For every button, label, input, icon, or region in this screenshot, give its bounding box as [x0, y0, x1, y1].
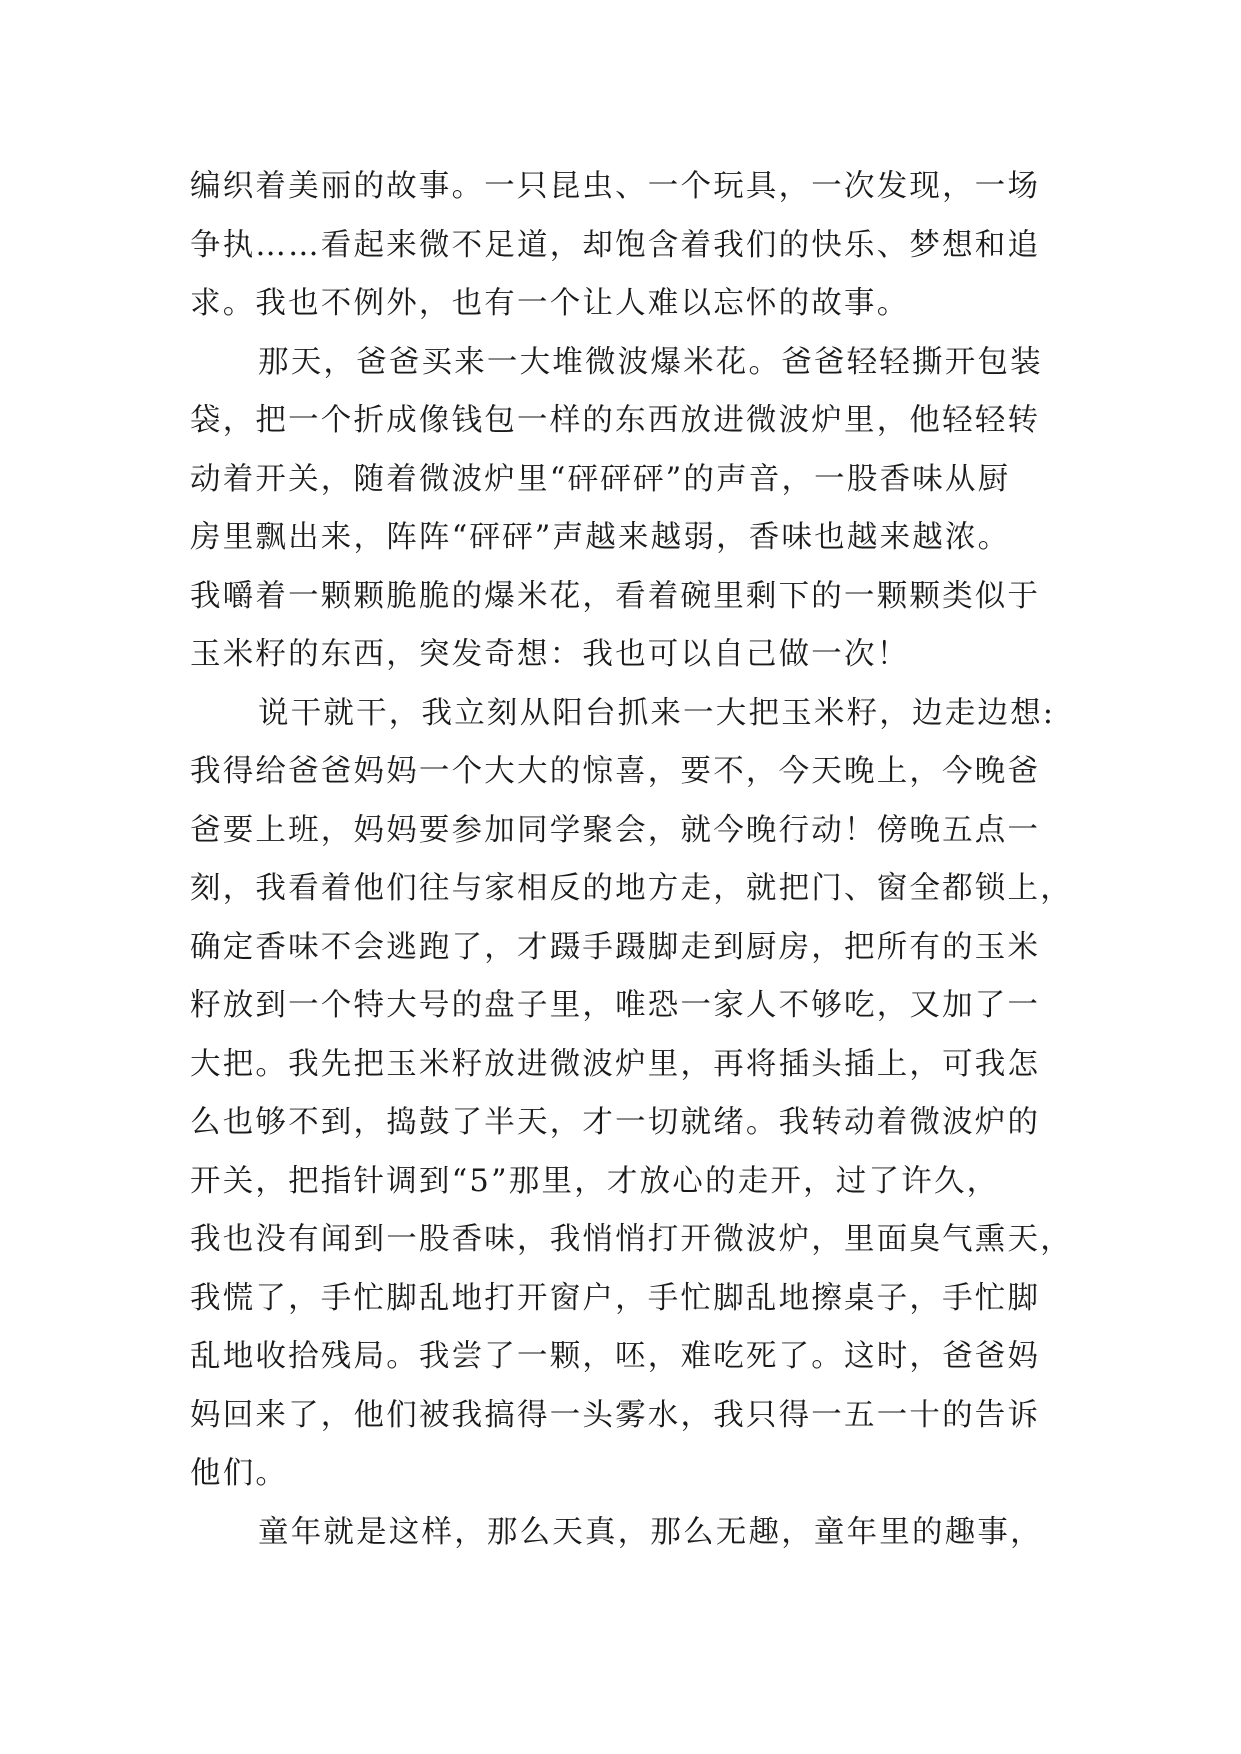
- text-line: 他们。: [190, 1456, 289, 1491]
- text-line: 袋，把一个折成像钱包一样的东西放进微波炉里，他轻轻转: [190, 403, 1041, 438]
- text-line: 爸要上班，妈妈要参加同学聚会，就今晚行动！傍晚五点一: [190, 812, 1041, 848]
- paragraph-start-line: 那天，爸爸买来一大堆微波爆米花。爸爸轻轻撕开包装: [258, 344, 1043, 380]
- text-line: 我慌了，手忙脚乱地打开窗户，手忙脚乱地擦桌子，手忙脚: [190, 1280, 1041, 1316]
- text-line: 我也没有闻到一股香味，我悄悄打开微波炉，里面臭气熏天，: [190, 1222, 1073, 1257]
- text-line: 刻，我看着他们往与家相反的地方走，就把门、窗全都锁上，: [190, 871, 1073, 906]
- text-line: 乱地收拾残局。我尝了一颗，呸，难吃死了。这时，爸爸妈: [190, 1339, 1041, 1374]
- text-line: 动着开关，随着微波炉里“砰砰砰”的声音，一股香味从厨: [190, 461, 1011, 497]
- text-line: 妈回来了，他们被我搞得一头雾水，我只得一五一十的告诉: [190, 1397, 1041, 1433]
- text-line: 房里飘出来，阵阵“砰砰”声越来越弱，香味也越来越浓。: [190, 520, 1011, 555]
- text-line: 争执……看起来微不足道，却饱含着我们的快乐、梦想和追: [190, 227, 1041, 263]
- text-line: 么也够不到，捣鼓了半天，才一切就绪。我转动着微波炉的: [190, 1105, 1041, 1140]
- text-line: 编织着美丽的故事。一只昆虫、一个玩具，一次发现，一场: [190, 169, 1041, 204]
- text-line: 大把。我先把玉米籽放进微波炉里，再将插头插上，可我怎: [190, 1046, 1041, 1082]
- text-line: 开关，把指针调到“5”那里，才放心的走开，过了许久，: [190, 1163, 1000, 1199]
- text-line: 我嚼着一颗颗脆脆的爆米花，看着碗里剩下的一颗颗类似于: [190, 578, 1041, 614]
- text-line: 我得给爸爸妈妈一个大大的惊喜，要不，今天晚上，今晚爸: [190, 754, 1041, 789]
- text-line: 确定香味不会逃跑了，才蹑手蹑脚走到厨房，把所有的玉米: [190, 929, 1041, 965]
- text-line: 玉米籽的东西，突发奇想：我也可以自己做一次！: [190, 637, 910, 672]
- document-body: [190, 158, 1073, 1562]
- paragraph-start-line: 说干就干，我立刻从阳台抓来一大把玉米籽，边走边想:: [258, 695, 1056, 731]
- text-line: 求。我也不例外，也有一个让人难以忘怀的故事。: [190, 286, 910, 321]
- paragraph-start-line: 童年就是这样，那么天真，那么无趣，童年里的趣事，: [258, 1514, 1043, 1550]
- text-line: 籽放到一个特大号的盘子里，唯恐一家人不够吃，又加了一: [190, 988, 1041, 1023]
